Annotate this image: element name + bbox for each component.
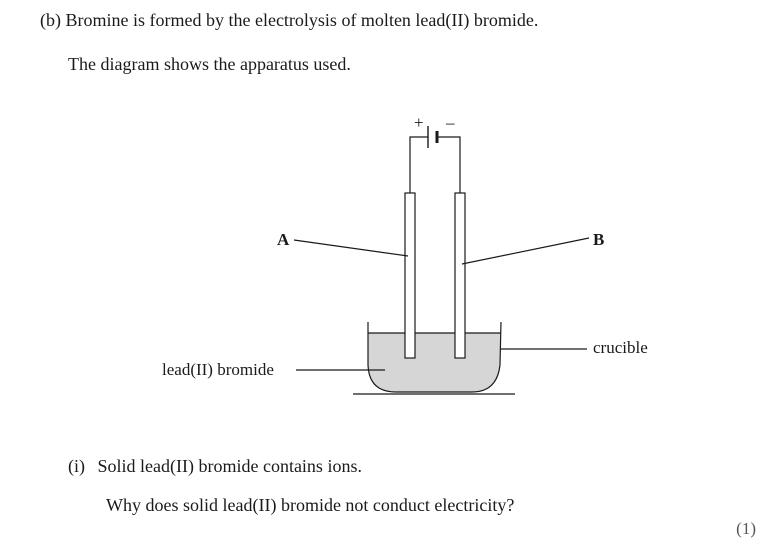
label-lead-bromide: lead(II) bromide bbox=[162, 360, 274, 379]
label-crucible: crucible bbox=[593, 338, 648, 357]
wire-negative bbox=[437, 137, 460, 193]
question-i-statement bbox=[68, 456, 362, 477]
plus-sign: + bbox=[414, 113, 424, 132]
label-b-line bbox=[462, 238, 589, 264]
wire-positive bbox=[410, 137, 428, 193]
question-b-number: (b) bbox=[40, 10, 61, 30]
label-a: A bbox=[277, 230, 290, 249]
question-b-subtext: The diagram shows the apparatus used. bbox=[68, 54, 351, 74]
electrode-b bbox=[455, 193, 465, 358]
question-i-number: (i) bbox=[68, 456, 85, 476]
molten-lead-bromide bbox=[368, 333, 501, 392]
question-i-text: Solid lead(II) bromide contains ions. bbox=[97, 456, 362, 476]
marks-allocation: (1) bbox=[736, 519, 756, 538]
electrode-a bbox=[405, 193, 415, 358]
question-b-text: Bromine is formed by the electrolysis of molten lead(II) bromide. bbox=[65, 10, 539, 30]
label-a-line bbox=[294, 240, 408, 256]
minus-sign: – bbox=[446, 113, 455, 132]
question-i-ask: Why does solid lead(II) bromide not conduct electricity? bbox=[106, 495, 515, 515]
label-b: B bbox=[593, 230, 605, 249]
